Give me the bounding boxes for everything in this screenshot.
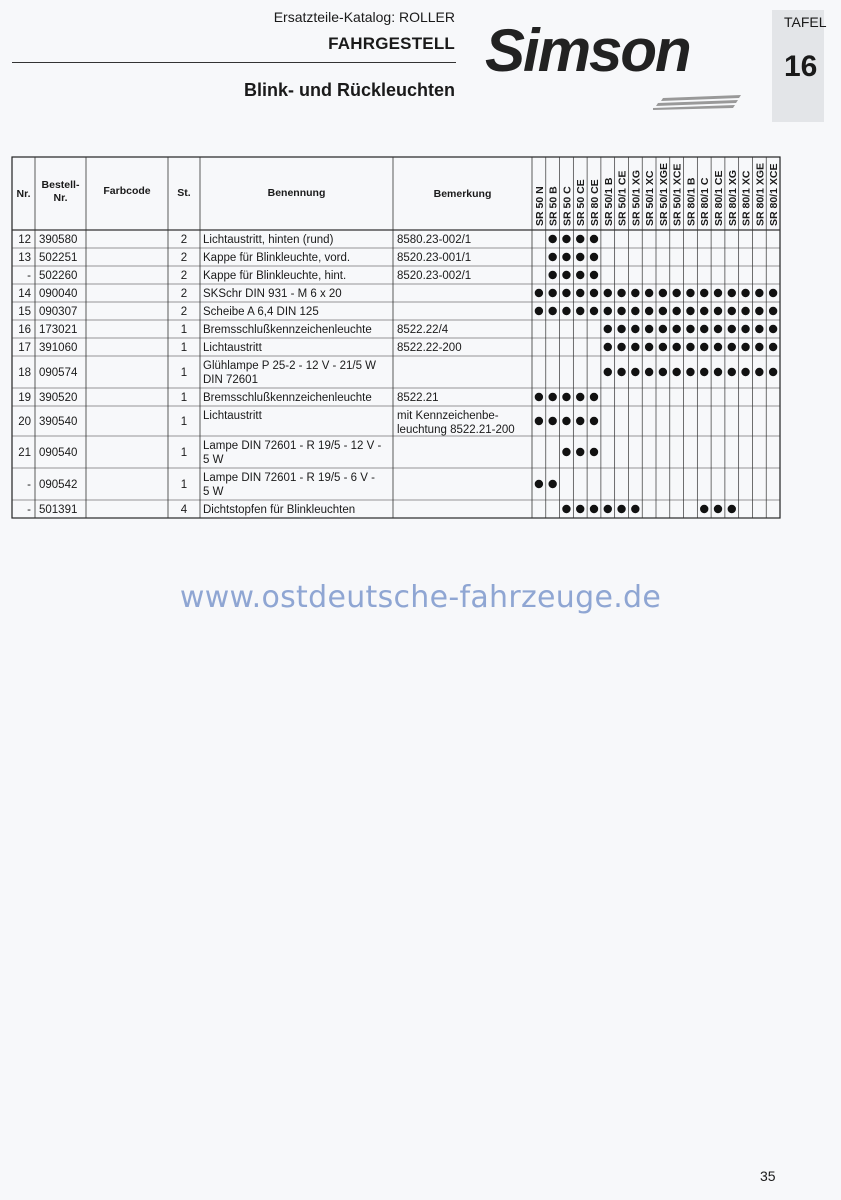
model-dot (576, 417, 584, 425)
model-dot (535, 307, 543, 315)
model-dot (700, 505, 708, 513)
cell-st: 1 (180, 324, 188, 336)
model-dot (659, 307, 667, 315)
model-dot (576, 253, 584, 261)
cell-benennung: Dichtstopfen für Blinkleuchten (203, 504, 356, 516)
cell-benennung: Scheibe A 6,4 DIN 125 (203, 306, 319, 318)
model-dot (590, 271, 598, 279)
model-dot (576, 448, 584, 456)
model-dot (562, 271, 570, 279)
cell-benennung: DIN 72601 (203, 374, 258, 386)
cell-benennung: Lampe DIN 72601 - R 19/5 - 12 V - (203, 440, 382, 452)
model-dot (562, 289, 570, 297)
cell-bemerkung: 8522.21 (397, 392, 439, 404)
cell-benennung: Lichtaustritt (203, 410, 262, 422)
model-dot (700, 368, 708, 376)
model-dot (590, 235, 598, 243)
model-dot (686, 307, 694, 315)
cell-bestell: 390540 (39, 416, 78, 428)
model-header: SR 80/1 XGE (754, 162, 767, 226)
cell-st: 1 (180, 479, 188, 491)
cell-bestell: 090040 (39, 288, 78, 300)
cell-benennung: Bremsschlußkennzeichenleuchte (203, 324, 372, 336)
cell-st: 1 (180, 367, 188, 379)
model-header: SR 50 N (533, 186, 546, 226)
model-header: SR 80/1 B (685, 177, 698, 226)
model-dot (548, 271, 556, 279)
cell-nr: 17 (18, 342, 31, 354)
cell-nr: 16 (18, 324, 31, 336)
cell-st: 1 (180, 416, 188, 428)
cell-bestell: 501391 (39, 504, 78, 516)
cell-benennung: Glühlampe P 25-2 - 12 V - 21/5 W (203, 360, 377, 372)
header-bestell: Nr. (53, 192, 68, 204)
model-dot (741, 289, 749, 297)
cell-bestell: 090540 (39, 447, 78, 459)
header-st: St. (177, 187, 191, 199)
model-dot (755, 368, 763, 376)
model-dot (576, 289, 584, 297)
model-dot (604, 368, 612, 376)
model-header: SR 80/1 XCE (768, 163, 781, 226)
model-dot (728, 325, 736, 333)
model-dot (604, 343, 612, 351)
model-dot (576, 271, 584, 279)
cell-st: 1 (180, 392, 188, 404)
cell-st: 1 (180, 342, 188, 354)
model-dot (714, 307, 722, 315)
cell-benennung: 5 W (203, 454, 224, 466)
model-dot (645, 343, 653, 351)
model-dot (714, 343, 722, 351)
cell-st: 2 (180, 288, 188, 300)
model-dot (659, 289, 667, 297)
model-dot (590, 448, 598, 456)
model-dot (631, 505, 639, 513)
header-bemerkung: Bemerkung (433, 188, 492, 200)
cell-nr: - (27, 479, 31, 491)
model-dot (700, 325, 708, 333)
cell-bestell: 390580 (39, 234, 78, 246)
cell-bestell: 090542 (39, 479, 78, 491)
cell-nr: 18 (18, 367, 31, 379)
logo-wordmark: Simson (485, 17, 690, 84)
model-dot (728, 307, 736, 315)
model-header: SR 80/1 XC (740, 170, 753, 226)
model-dot (645, 307, 653, 315)
cell-st: 1 (180, 447, 188, 459)
cell-benennung: Lampe DIN 72601 - R 19/5 - 6 V - (203, 472, 375, 484)
model-dot (590, 393, 598, 401)
model-dot (590, 289, 598, 297)
model-dot (617, 289, 625, 297)
cell-bestell: 502251 (39, 252, 78, 264)
model-dot (755, 343, 763, 351)
model-dot (686, 325, 694, 333)
cell-benennung: Lichtaustritt (203, 342, 262, 354)
model-dot (728, 289, 736, 297)
model-dot (576, 307, 584, 315)
model-dot (755, 289, 763, 297)
model-dot (728, 505, 736, 513)
model-dot (686, 343, 694, 351)
cell-nr: - (27, 504, 31, 516)
model-dot (672, 368, 680, 376)
model-dot (645, 368, 653, 376)
model-dot (741, 307, 749, 315)
cell-benennung: Kappe für Blinkleuchte, vord. (203, 252, 351, 264)
model-header: SR 50/1 XCE (671, 163, 684, 226)
header-benennung: Benennung (267, 187, 326, 199)
cell-st: 2 (180, 234, 188, 246)
cell-benennung: SKSchr DIN 931 - M 6 x 20 (203, 288, 342, 300)
model-dot (548, 253, 556, 261)
cell-st: 2 (180, 306, 188, 318)
model-dot (714, 289, 722, 297)
model-dot (562, 307, 570, 315)
model-header: SR 50/1 XC (644, 170, 657, 226)
cell-bemerkung: mit Kennzeichenbe- (397, 410, 499, 422)
model-dot (562, 417, 570, 425)
model-dot (741, 325, 749, 333)
model-dot (700, 307, 708, 315)
model-dot (769, 368, 777, 376)
cell-nr: 19 (18, 392, 31, 404)
cell-nr: 15 (18, 306, 31, 318)
model-dot (576, 393, 584, 401)
model-dot (659, 325, 667, 333)
cell-st: 2 (180, 270, 188, 282)
model-dot (714, 505, 722, 513)
cell-nr: 21 (18, 447, 31, 459)
header-bestell: Bestell- (41, 179, 80, 191)
model-dot (700, 343, 708, 351)
tafel-label: TAFEL (784, 14, 827, 30)
model-dot (617, 505, 625, 513)
model-dot (562, 393, 570, 401)
model-header: SR 80 CE (589, 179, 601, 226)
model-dot (535, 417, 543, 425)
cell-bemerkung: 8520.23-001/1 (397, 252, 472, 264)
cell-bestell: 173021 (39, 324, 78, 336)
cell-bestell: 390520 (39, 392, 78, 404)
tafel-number: 16 (784, 50, 818, 83)
model-dot (728, 343, 736, 351)
page-number: 35 (760, 1168, 776, 1184)
model-header: SR 80/1 C (699, 177, 712, 226)
model-dot (714, 368, 722, 376)
model-header: SR 50 C (561, 186, 574, 226)
model-dot (590, 253, 598, 261)
model-dot (535, 393, 543, 401)
model-dot (672, 289, 680, 297)
cell-bemerkung: leuchtung 8522.21-200 (397, 424, 515, 436)
cell-bemerkung: 8522.22-200 (397, 342, 462, 354)
model-dot (631, 325, 639, 333)
model-dot (604, 505, 612, 513)
model-dot (769, 343, 777, 351)
cell-nr: 14 (18, 288, 31, 300)
model-header: SR 80/1 CE (713, 170, 725, 226)
model-dot (672, 325, 680, 333)
model-dot (631, 343, 639, 351)
watermark-url: www.ostdeutsche-fahrzeuge.de (179, 580, 662, 615)
model-dot (631, 368, 639, 376)
model-dot (604, 289, 612, 297)
cell-bemerkung: 8522.22/4 (397, 324, 449, 336)
model-dot (562, 235, 570, 243)
model-dot (700, 289, 708, 297)
model-dot (604, 325, 612, 333)
model-dot (548, 480, 556, 488)
model-dot (590, 417, 598, 425)
cell-benennung: 5 W (203, 486, 224, 498)
model-header: SR 50 CE (575, 179, 588, 226)
cell-benennung: Kappe für Blinkleuchte, hint. (203, 270, 347, 282)
model-dot (659, 368, 667, 376)
header-nr: Nr. (16, 188, 31, 200)
cell-bemerkung: 8580.23-002/1 (397, 234, 472, 246)
cell-bestell: 090574 (39, 367, 78, 379)
model-dot (617, 368, 625, 376)
model-dot (576, 235, 584, 243)
model-header: SR 80/1 XG (726, 169, 739, 226)
model-dot (562, 448, 570, 456)
model-dot (548, 307, 556, 315)
model-header: SR 50/1 XG (630, 169, 643, 226)
model-header: SR 50/1 B (602, 177, 615, 226)
model-dot (672, 343, 680, 351)
cell-benennung: Bremsschlußkennzeichenleuchte (203, 392, 372, 404)
model-dot (714, 325, 722, 333)
model-dot (617, 307, 625, 315)
model-dot (590, 505, 598, 513)
model-dot (659, 343, 667, 351)
model-dot (604, 307, 612, 315)
model-dot (617, 325, 625, 333)
section-title: FAHRGESTELL (328, 34, 455, 53)
model-header: SR 50 B (547, 186, 560, 226)
model-dot (728, 368, 736, 376)
model-dot (686, 289, 694, 297)
cell-nr: 13 (18, 252, 31, 264)
cell-st: 4 (180, 504, 188, 516)
model-dot (548, 393, 556, 401)
model-dot (548, 235, 556, 243)
model-dot (576, 505, 584, 513)
page-subtitle: Blink- und Rückleuchten (243, 80, 455, 100)
model-dot (755, 307, 763, 315)
model-dot (535, 480, 543, 488)
model-header: SR 50/1 CE (616, 170, 629, 226)
model-dot (769, 289, 777, 297)
cell-bestell: 502260 (39, 270, 78, 282)
cell-bemerkung: 8520.23-002/1 (397, 270, 472, 282)
header-farbcode: Farbcode (103, 185, 151, 197)
model-dot (548, 417, 556, 425)
model-dot (535, 289, 543, 297)
cell-nr: 12 (18, 234, 31, 246)
cell-nr: 20 (18, 416, 31, 428)
model-dot (672, 307, 680, 315)
model-dot (755, 325, 763, 333)
cell-nr: - (27, 270, 31, 282)
cell-benennung: Lichtaustritt, hinten (rund) (203, 234, 334, 246)
model-dot (741, 368, 749, 376)
catalog-title: Ersatzteile-Katalog: ROLLER (273, 9, 455, 25)
cell-st: 2 (180, 252, 188, 264)
model-dot (769, 307, 777, 315)
cell-bestell: 391060 (39, 342, 78, 354)
model-dot (562, 505, 570, 513)
model-dot (741, 343, 749, 351)
model-dot (631, 289, 639, 297)
model-dot (645, 325, 653, 333)
model-dot (769, 325, 777, 333)
model-dot (686, 368, 694, 376)
cell-bestell: 090307 (39, 306, 78, 318)
model-dot (617, 343, 625, 351)
model-dot (631, 307, 639, 315)
model-dot (590, 307, 598, 315)
model-dot (548, 289, 556, 297)
model-dot (562, 253, 570, 261)
model-header: SR 50/1 XGE (657, 162, 670, 226)
model-dot (645, 289, 653, 297)
